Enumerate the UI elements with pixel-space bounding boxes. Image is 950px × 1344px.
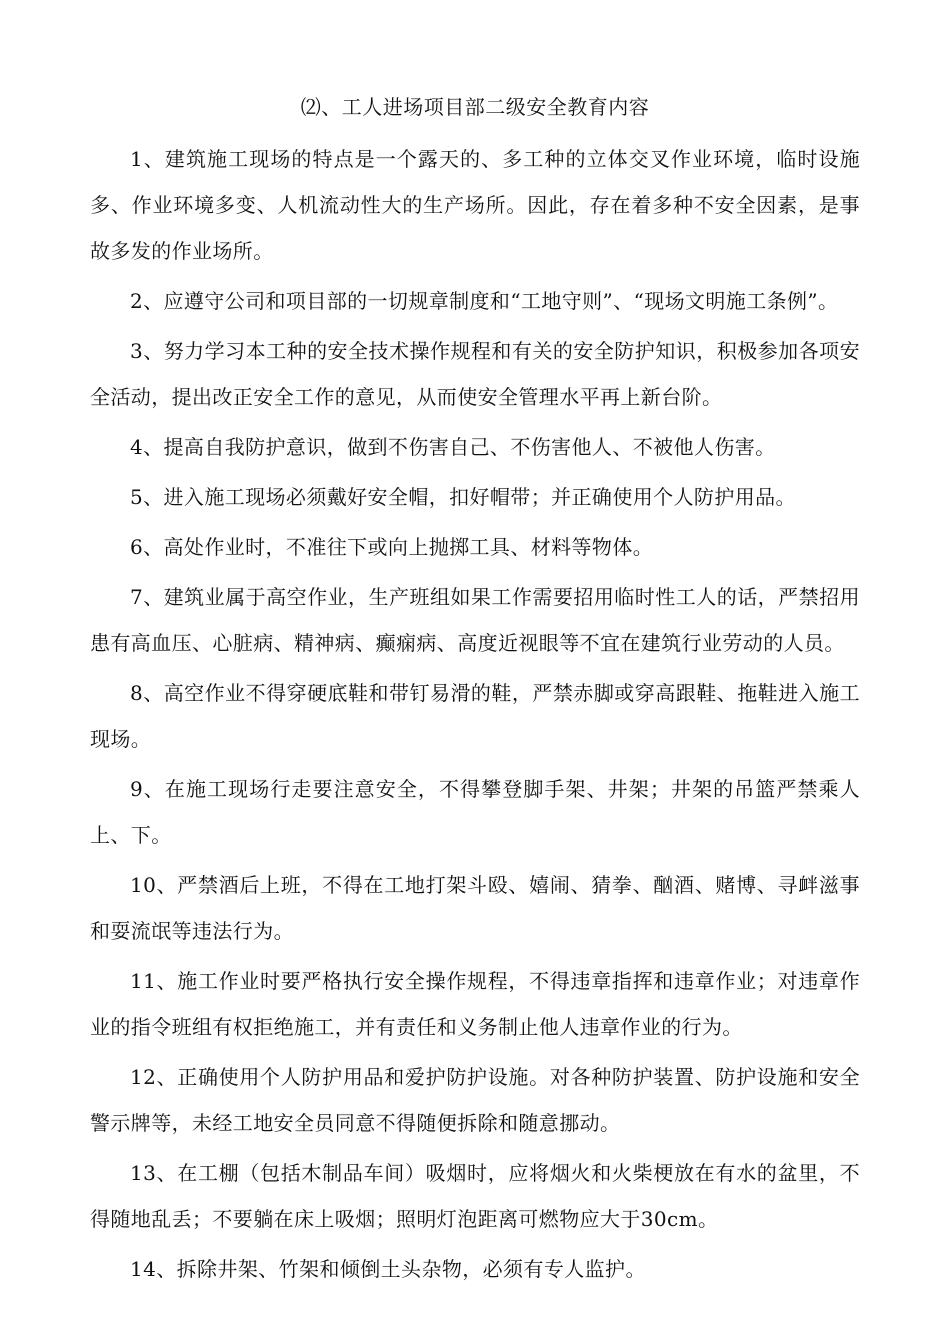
rule-item-9: 9、在施工现场行走要注意安全，不得攀登脚手架、井架；井架的吊篮严禁乘人上、下。	[90, 777, 860, 847]
rule-item-3: 3、努力学习本工种的安全技术操作规程和有关的安全防护知识，积极参加各项安全活动，提出改正安全工作的意见，从而使安全管理水平再上新台阶。	[90, 339, 860, 409]
rule-item-1: 1、建筑施工现场的特点是一个露天的、多工种的立体交叉作业环境，临时设施多、作业环境多变、人机流动性大的生产场所。因此，存在着多种不安全因素，是事故多发的作业场所。	[90, 147, 860, 263]
rule-item-7: 7、建筑业属于高空作业，生产班组如果工作需要招用临时性工人的话，严禁招用患有高血压、心脏病、精神病、癫痫病、高度近视眼等不宜在建筑行业劳动的人员。	[90, 585, 860, 655]
rule-item-8: 8、高空作业不得穿硬底鞋和带钉易滑的鞋，严禁赤脚或穿高跟鞋、拖鞋进入施工现场。	[90, 681, 860, 751]
rule-item-14: 14、拆除井架、竹架和倾倒土头杂物，必须有专人监护。	[130, 1257, 646, 1281]
rule-item-12: 12、正确使用个人防护用品和爱护防护设施。对各种防护装置、防护设施和安全警示牌等，未经工地安全员同意不得随便拆除和随意挪动。	[90, 1065, 860, 1135]
rule-item-13: 13、在工棚（包括木制品车间）吸烟时，应将烟火和火柴梗放在有水的盆里，不得随地乱丢；不要躺在床上吸烟；照明灯泡距离可燃物应大于30cm。	[90, 1161, 860, 1231]
rule-item-6: 6、高处作业时，不准往下或向上抛掷工具、材料等物体。	[130, 535, 654, 559]
document-body	[90, 136, 860, 1296]
rule-item-10: 10、严禁酒后上班，不得在工地打架斗殴、嬉闹、猜拳、酗酒、赌博、寻衅滋事和耍流氓等违法行为。	[90, 873, 860, 943]
rule-item-11: 11、施工作业时要严格执行安全操作规程，不得违章指挥和违章作业；对违章作业的指令班组有权拒绝施工，并有责任和义务制止他人违章作业的行为。	[90, 969, 860, 1039]
rule-item-2: 2、应遵守公司和项目部的一切规章制度和“工地守则”、“现场文明施工条例”。	[130, 289, 839, 313]
rule-item-4: 4、提高自我防护意识，做到不伤害自己、不伤害他人、不被他人伤害。	[130, 435, 776, 459]
document-title: ⑵、工人进场项目部二级安全教育内容	[300, 95, 650, 119]
rule-item-5: 5、进入施工现场必须戴好安全帽，扣好帽带；并正确使用个人防护用品。	[130, 485, 796, 509]
